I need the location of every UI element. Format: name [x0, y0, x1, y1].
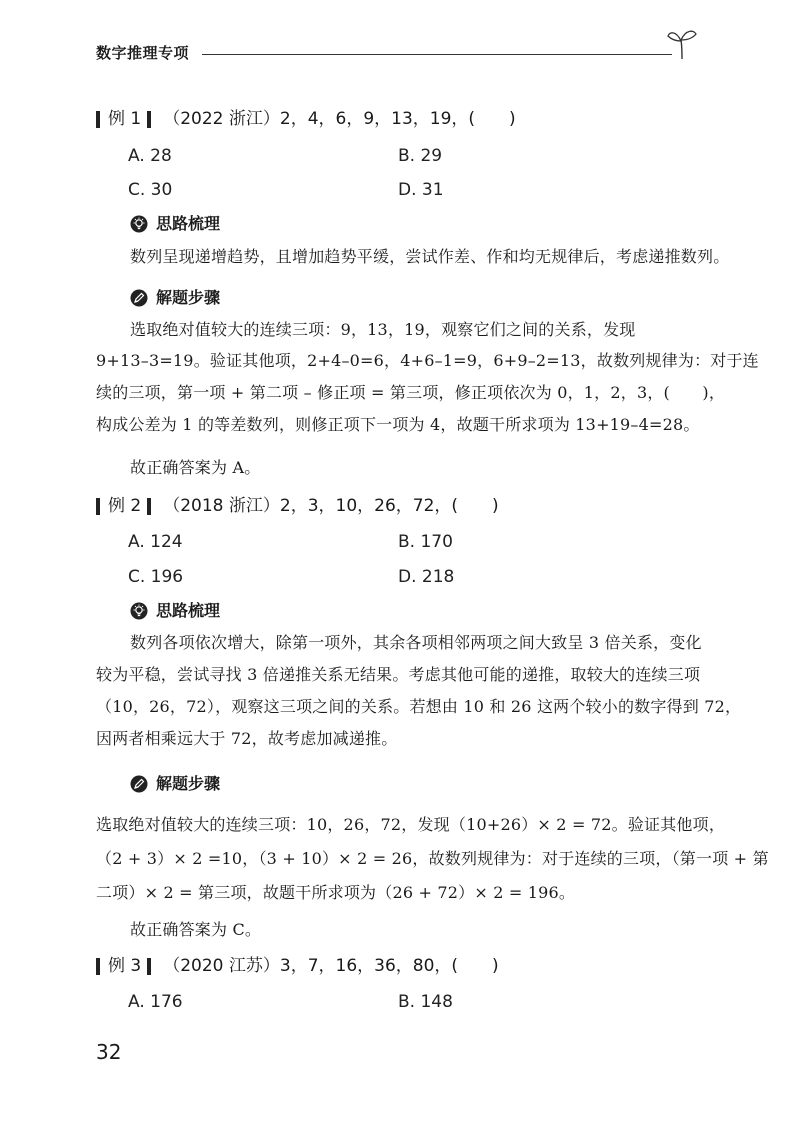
paragraph-line: （10，26，72），观察这三项之间的关系。若想由 10 和 26 这两个较小的数字得到 72， [96, 697, 742, 716]
example-question-text: （2018 浙江）2，3，10，26，72，( ) [163, 496, 499, 516]
pencil-icon [130, 775, 148, 793]
option-d: D. 218 [398, 567, 455, 587]
example-marker-right [147, 111, 151, 128]
option-b: B. 29 [398, 146, 443, 166]
paragraph-line: 续的三项，第一项 + 第二项 – 修正项 = 第三项，修正项依次为 0，1，2，3，( )， [96, 383, 726, 402]
paragraph-line: 9+13–3=19。验证其他项，2+4–0=6，4+6–1=9，6+9–2=13，故数列规律为：对于连 [96, 351, 759, 370]
paragraph-line: 数列各项依次增大，除第一项外，其余各项相邻两项之间大致呈 3 倍关系，变化 [130, 633, 702, 652]
paragraph-line: 较为平稳，尝试寻找 3 倍递推关系无结果。考虑其他可能的递推，取较大的连续三项 [96, 665, 701, 684]
header-rule [202, 54, 672, 55]
section-heading-text: 解题步骤 [156, 288, 221, 307]
example-question-text: （2020 江苏）3，7，16，36，80，( ) [163, 956, 499, 976]
example-marker-left [96, 111, 100, 128]
paragraph-line: 二项）× 2 = 第三项，故题干所求项为（26 + 72）× 2 = 196。 [96, 883, 576, 902]
lightbulb-icon [130, 215, 148, 233]
paragraph-line: （2 + 3）× 2 =10，（3 + 10）× 2 = 26，故数列规律为：对于连续的三项，（第一项 + 第 [96, 849, 769, 868]
section-heading-idea [130, 213, 220, 235]
option-c: C. 30 [128, 180, 173, 200]
example-question-text: （2022 浙江）2，4，6，9，13，19，( ) [163, 109, 516, 129]
option-b: B. 148 [398, 992, 453, 1012]
paragraph-line: 因两者相乘远大于 72，故考虑加减递推。 [96, 729, 398, 748]
example-marker-right [147, 498, 151, 515]
lightbulb-icon [130, 602, 148, 620]
answer-line: 故正确答案为 C。 [130, 920, 262, 939]
example-label: 例 3 [108, 956, 142, 976]
section-heading-idea [130, 600, 220, 622]
paragraph-line: 构成公差为 1 的等差数列，则修正项下一项为 4，故题干所求项为 13+19–4=28。 [96, 415, 700, 434]
example-1-question [96, 107, 516, 131]
example-marker-left [96, 498, 100, 515]
pencil-icon [130, 289, 148, 307]
example-3-question [96, 954, 499, 978]
paragraph-line: 选取绝对值较大的连续三项：10，26，72，发现（10+26）× 2 = 72。验证其他项， [96, 815, 726, 834]
answer-line: 故正确答案为 A。 [130, 458, 261, 477]
example-label: 例 1 [108, 109, 142, 129]
option-a: A. 28 [128, 146, 172, 166]
section-heading-text: 思路梳理 [156, 601, 221, 620]
section-heading-text: 解题步骤 [156, 774, 221, 793]
option-a: A. 124 [128, 532, 183, 552]
running-header-title: 数字推理专项 [96, 44, 190, 62]
option-b: B. 170 [398, 532, 453, 552]
option-a: A. 176 [128, 992, 183, 1012]
example-marker-left [96, 958, 100, 975]
sprout-icon [666, 26, 698, 60]
section-heading-steps [130, 287, 220, 309]
section-heading-text: 思路梳理 [156, 214, 221, 233]
example-2-question [96, 494, 499, 518]
section-heading-steps [130, 773, 220, 795]
option-c: C. 196 [128, 567, 184, 587]
example-label: 例 2 [108, 496, 142, 516]
paragraph-line: 选取绝对值较大的连续三项：9，13，19，观察它们之间的关系，发现 [130, 320, 636, 339]
example-marker-right [147, 958, 151, 975]
option-d: D. 31 [398, 180, 444, 200]
page-number: 32 [96, 1040, 122, 1064]
paragraph-line: 数列呈现递增趋势，且增加趋势平缓，尝试作差、作和均无规律后，考虑递推数列。 [130, 247, 730, 266]
